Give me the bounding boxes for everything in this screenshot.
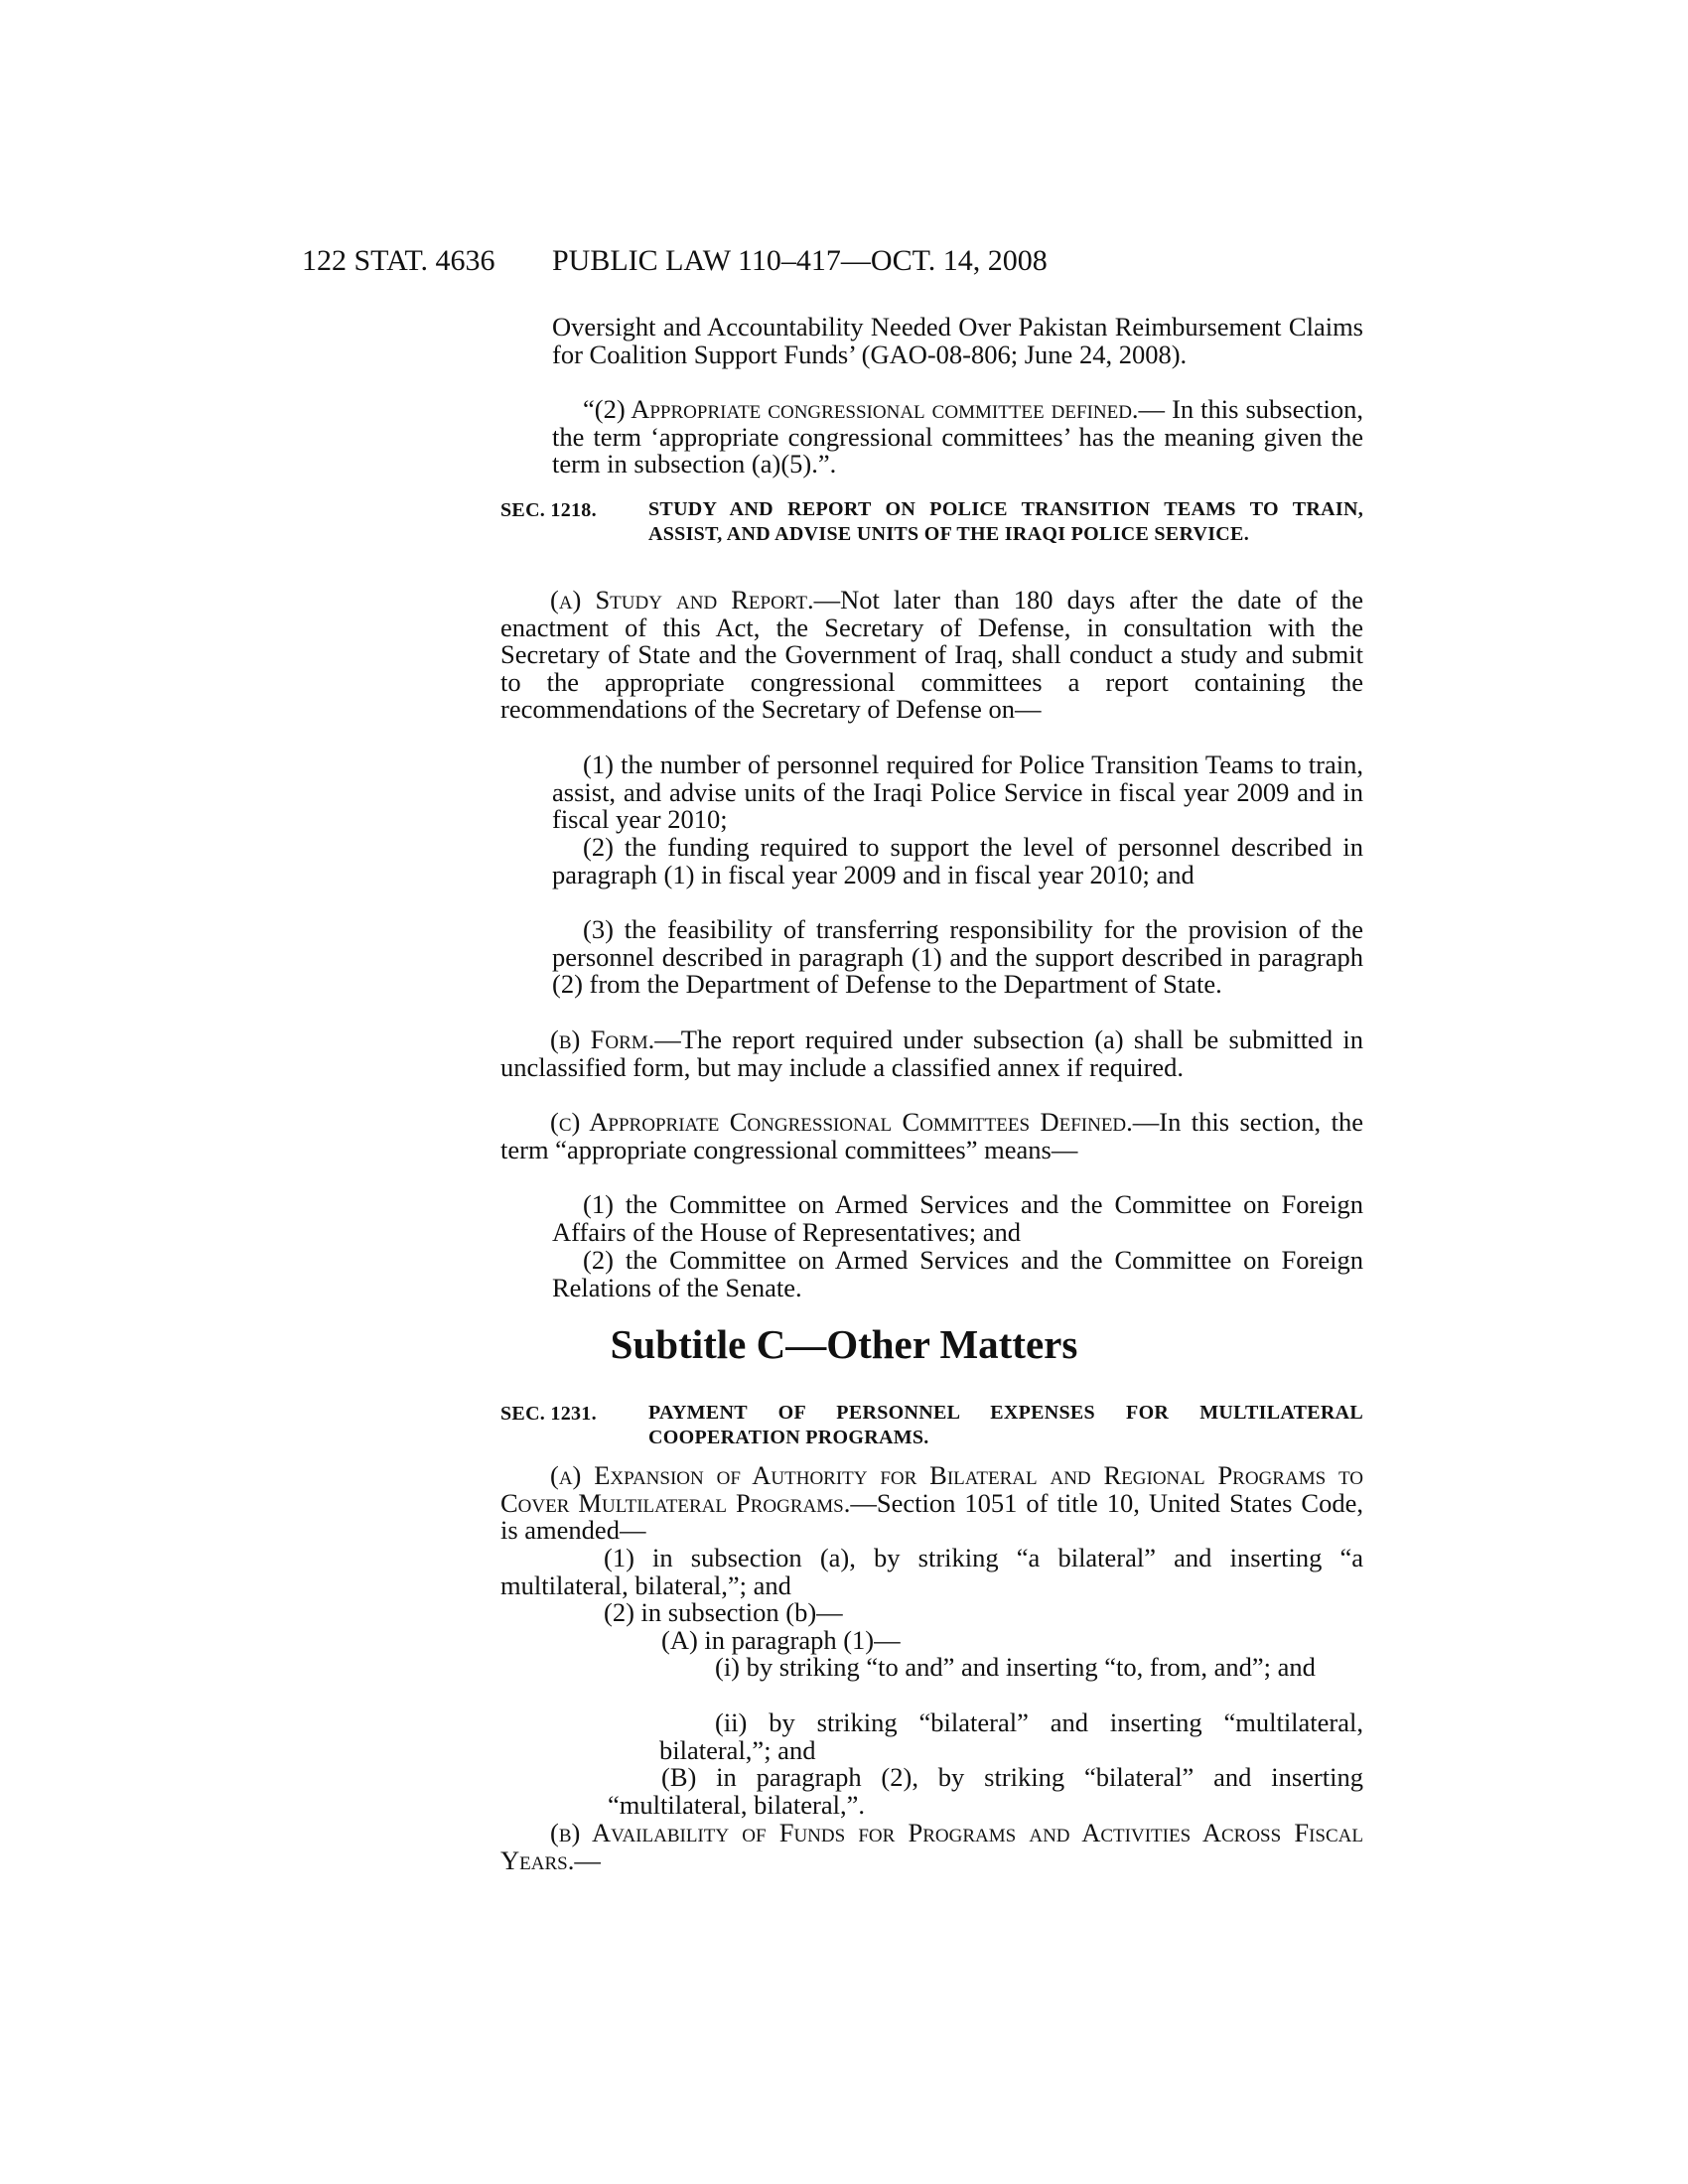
sec1231-b-text: — [574,1844,601,1875]
sec1231-a-2-A-i: (i) by striking “to and” and inserting “to, from, and”; and [715,1652,1316,1682]
sec1231-a-2-B: (B) in paragraph (2), by striking “bilateral” and inserting “multilateral, bilateral,”. [608,1762,1363,1820]
section-title-1218: STUDY AND REPORT ON POLICE TRANSITION TEAMS TO TRAIN, ASSIST, AND ADVISE UNITS OF THE IRAQI POLICE SERVICE. [648,498,1363,545]
sec1231-a-heading: (a) Expansion of Authority for Bilateral and Regional Programs to Cover Multilateral Programs. [500,1460,1363,1518]
section-number-1231: SEC. 1231. [500,1403,597,1425]
sec1218-a-paragraph-1: (1) the number of personnel required for Police Transition Teams to train, assist, and advise units of the Iraqi Police Service in fiscal year 2009 and in fiscal year 2010; [552,750,1363,835]
sec1218-c-paragraph-1: (1) the Committee on Armed Services and the Committee on Foreign Affairs of the House of Representatives; and [552,1189,1363,1247]
sec1218-a-heading: (a) Study and Report. [550,585,814,614]
continuation-text: Oversight and Accountability Needed Over Pakistan Reimbursement Claims for Coalition Support Funds’ (GAO-08-806; June 24, 2008). [552,312,1363,369]
sec1231-subsection-a [500,1462,1363,1545]
sec1218-b-text: —The report required under subsection (a) shall be submitted in unclassified form, but may include a classified annex if required. [500,1024,1363,1082]
sec1231-subsection-b [500,1820,1363,1874]
sec1218-a-text: —Not later than 180 days after the date of the enactment of this Act, the Secretary of Defense, in consultation with the Secretary of State and the Government of Iraq, shall conduct a study and submit to the appropriate congressional committees a report containing the recommendations of the Secretary of Defense on— [500,585,1363,725]
public-law-citation: PUBLIC LAW 110–417—OCT. 14, 2008 [552,244,1048,277]
sec1218-a-paragraph-2: (2) the funding required to support the level of personnel described in paragraph (1) in fiscal year 2009 and in fiscal year 2010; and [552,832,1363,889]
subtitle-heading: Subtitle C—Other Matters [610,1321,1078,1367]
sec1231-b-heading: (b) Availability of Funds for Programs and Activities Across Fiscal Years. [500,1818,1363,1875]
paragraph-2-text: In this subsection, the term ‘appropriate congressional committees’ has the meaning given the term in subsection (a)(5).”. [552,394,1363,479]
sec1218-c-paragraph-2: (2) the Committee on Armed Services and the Committee on Foreign Relations of the Senate. [552,1245,1363,1302]
sec1231-a-paragraph-2: (2) in subsection (b)— [604,1597,843,1627]
paragraph-2-heading: “(2) Appropriate congressional committee defined.— [583,394,1166,424]
stat-page-number: 122 STAT. 4636 [302,244,495,277]
sec1231-a-2-A: (A) in paragraph (1)— [661,1625,901,1655]
sec1231-a-text: —Section 1051 of title 10, United States Code, is amended— [500,1487,1363,1546]
sec1218-a-paragraph-3: (3) the feasibility of transferring responsibility for the provision of the personnel described in paragraph (1) and the support described in paragraph (2) from the Department of Defense to the Department of State. [552,914,1363,1000]
sec1231-a-paragraph-1: (1) in subsection (a), by striking “a bilateral” and inserting “a multilateral, bilateral,”; and [500,1543,1363,1600]
sec1218-subsection-a [500,587,1363,724]
section-title-1231: PAYMENT OF PERSONNEL EXPENSES FOR MULTILATERAL COOPERATION PROGRAMS. [648,1402,1363,1448]
section-number-1218: SEC. 1218. [500,499,597,521]
sec1218-subsection-b [500,1026,1363,1081]
sec1218-subsection-c [500,1109,1363,1163]
paragraph-2 [552,396,1363,478]
sec1218-c-heading: (c) Appropriate Congressional Committees Defined. [550,1107,1133,1137]
sec1218-c-text: —In this section, the term “appropriate congressional committees” means— [500,1107,1363,1164]
page-header [302,244,1374,284]
sec1218-b-heading: (b) Form. [550,1024,655,1054]
sec1231-a-2-A-ii: (ii) by striking “bilateral” and inserting “multilateral, bilateral,”; and [659,1707,1363,1765]
